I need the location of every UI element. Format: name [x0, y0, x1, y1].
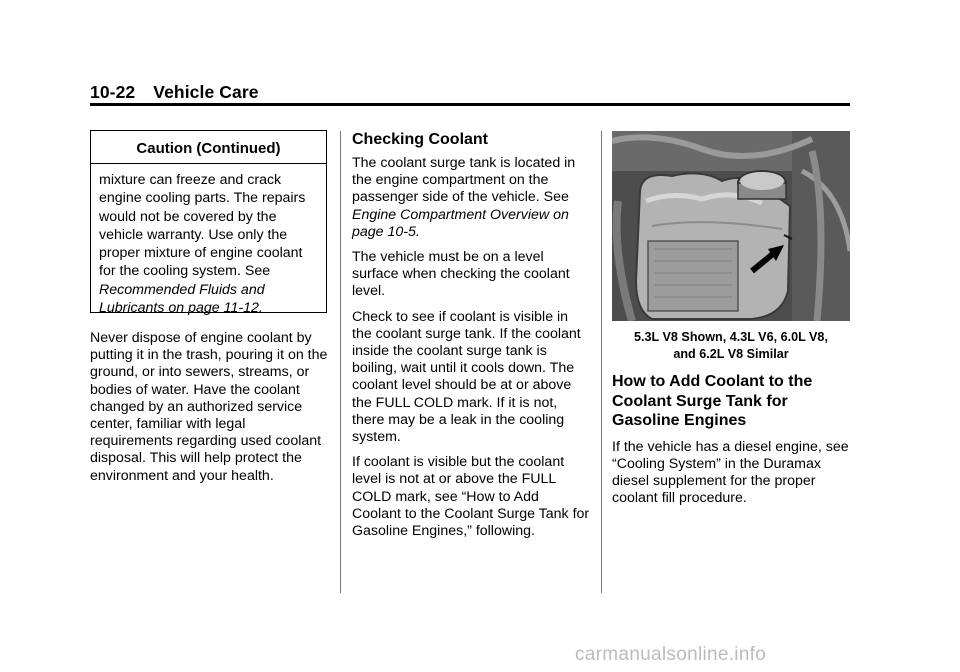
- section-title: Vehicle Care: [153, 82, 259, 102]
- add-coolant-heading: How to Add Coolant to the Coolant Surge Tank for Gasoline Engines: [612, 373, 813, 429]
- caution-box: [90, 130, 327, 317]
- page-number: 10-22: [90, 82, 136, 102]
- caution-link[interactable]: Recommended Fluids and Lubricants on page 11-12.: [99, 281, 265, 317]
- photo-caption: [612, 329, 850, 363]
- caution-title: Caution (Continued): [136, 140, 281, 157]
- disposal-paragraph: Never dispose of engine coolant by putting it in the trash, pouring it on the ground, or into sewers, streams, or bodies of water. Have the coolant changed by an authorized service center, familiar with legal requirements regarding used coolant disposal. This will help protect the environment and your health.: [90, 330, 328, 484]
- caption-line-1: 5.3L V8 Shown, 4.3L V6, 6.0L V8,: [634, 330, 828, 344]
- level-surface-paragraph: The vehicle must be on a level surface when checking the coolant level.: [352, 249, 570, 300]
- add-coolant-ref-paragraph: If coolant is visible but the coolant level is not at or above the FULL COLD mark, see “How to Add Coolant to the Coolant Surge Tank for Gasoline Engines,” following.: [352, 454, 590, 540]
- middle-column: [352, 130, 590, 548]
- checking-coolant-heading: Checking Coolant: [352, 131, 489, 148]
- engine-photo: [612, 131, 850, 321]
- engine-compartment-link[interactable]: Engine Compartment Overview on page 10-5.: [352, 206, 569, 240]
- check-coolant-paragraph: Check to see if coolant is visible in the coolant surge tank. If the coolant inside the coolant surge tank is boiling, wait until it cools down. The coolant level should be at or above the FULL COLD mark. If it is not, there may be a leak in the cooling system.: [352, 308, 581, 446]
- caption-line-2: and 6.2L V8 Similar: [673, 347, 789, 361]
- right-column: [612, 372, 850, 515]
- left-column: [90, 330, 330, 493]
- header-rule: [90, 103, 850, 106]
- coolant-tank-illustration: [612, 131, 850, 321]
- page-header: [90, 82, 259, 103]
- caution-body: [91, 164, 326, 317]
- watermark: carmanualsonline.info: [575, 644, 767, 665]
- caution-text: mixture can freeze and crack engine cooling parts. The repairs would not be covered by the vehicle warranty. Use only the proper mixture of engine coolant for the cooling system. See: [99, 172, 306, 280]
- surge-tank-paragraph: [352, 155, 590, 241]
- column-divider-2: [601, 131, 602, 593]
- diesel-paragraph: If the vehicle has a diesel engine, see “Cooling System” in the Duramax diesel supplement for the proper coolant fill procedure.: [612, 438, 849, 507]
- surge-tank-text: The coolant surge tank is located in the engine compartment on the passenger side of the vehicle. See: [352, 155, 576, 206]
- column-divider-1: [340, 131, 341, 593]
